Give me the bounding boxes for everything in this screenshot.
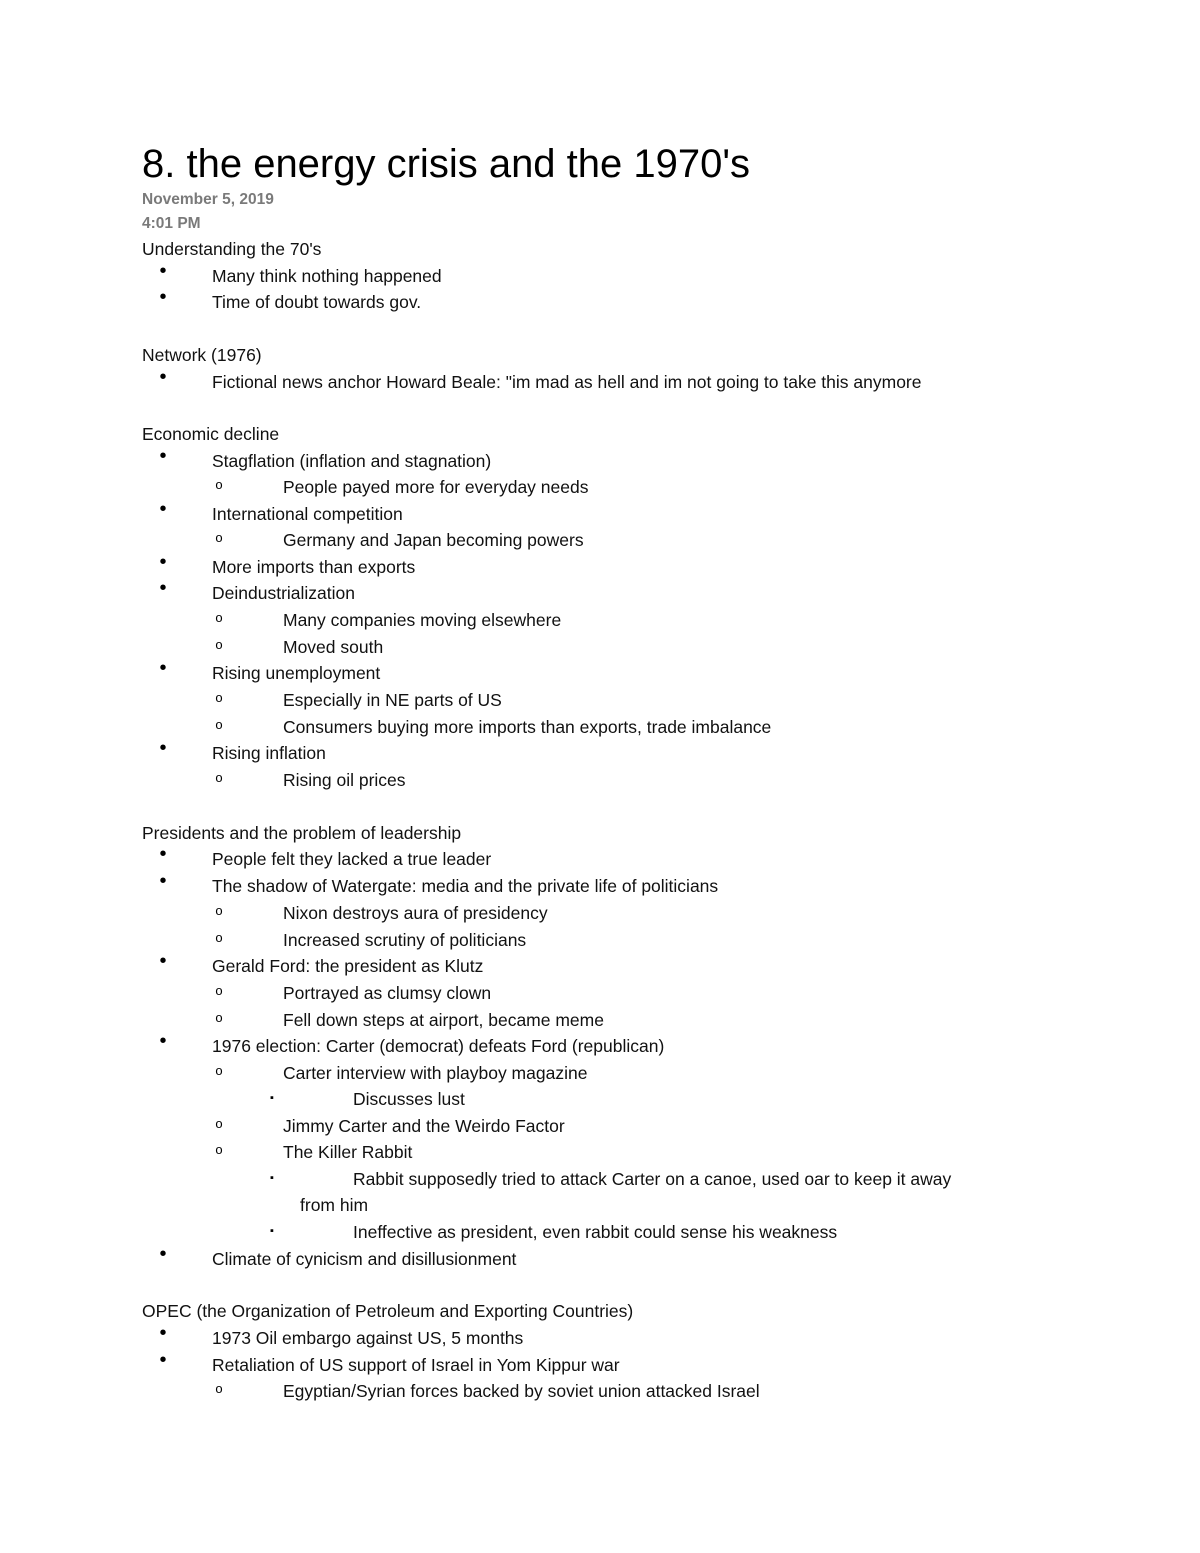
bullet-circle-icon: o: [215, 1116, 223, 1131]
list-item: More imports than exports: [212, 557, 416, 577]
list-item: Stagflation (inflation and stagnation): [212, 451, 492, 471]
bullet-circle-icon: o: [215, 610, 223, 625]
list-item: Deindustrialization: [212, 583, 355, 603]
list-item: Germany and Japan becoming powers: [283, 530, 584, 550]
bullet-dot-icon: •: [159, 657, 167, 679]
bullet-circle-icon: o: [215, 477, 223, 492]
list-item: 1976 election: Carter (democrat) defeats Ford (republican): [212, 1036, 665, 1056]
list-item: People felt they lacked a true leader: [212, 849, 492, 869]
list-item: Many companies moving elsewhere: [283, 610, 562, 630]
bullet-dot-icon: •: [159, 286, 167, 308]
section-heading: Network (1976): [142, 345, 262, 365]
bullet-dot-icon: •: [159, 366, 167, 388]
bullet-square-icon: ▪: [270, 1092, 274, 1104]
list-item: 1973 Oil embargo against US, 5 months: [212, 1328, 524, 1348]
bullet-circle-icon: o: [215, 903, 223, 918]
list-item: Portrayed as clumsy clown: [283, 983, 492, 1003]
bullet-circle-icon: o: [215, 1063, 223, 1078]
list-item: The Killer Rabbit: [283, 1142, 413, 1162]
bullet-dot-icon: •: [159, 870, 167, 892]
bullet-dot-icon: •: [159, 1349, 167, 1371]
list-item: Nixon destroys aura of presidency: [283, 903, 548, 923]
bullet-dot-icon: •: [159, 445, 167, 467]
list-item: People payed more for everyday needs: [283, 477, 589, 497]
list-item: Rising oil prices: [283, 770, 406, 790]
list-item: Egyptian/Syrian forces backed by soviet union attacked Israel: [283, 1381, 760, 1401]
list-item: Especially in NE parts of US: [283, 690, 502, 710]
list-item: Fictional news anchor Howard Beale: "im mad as hell and im not going to take this anymore: [212, 372, 922, 392]
bullet-circle-icon: o: [215, 1142, 223, 1157]
list-item: Increased scrutiny of politicians: [283, 930, 527, 950]
list-item: Rising inflation: [212, 743, 326, 763]
list-item: Rabbit supposedly tried to attack Carter on a canoe, used oar to keep it away: [353, 1169, 952, 1189]
section-heading: OPEC (the Organization of Petroleum and Exporting Countries): [142, 1301, 634, 1321]
list-item: Consumers buying more imports than exports, trade imbalance: [283, 717, 772, 737]
list-item: Time of doubt towards gov.: [212, 292, 422, 312]
bullet-dot-icon: •: [159, 551, 167, 573]
bullet-circle-icon: o: [215, 1010, 223, 1025]
section-heading: Presidents and the problem of leadership: [142, 823, 462, 843]
list-item: from him: [300, 1195, 369, 1215]
list-item: Gerald Ford: the president as Klutz: [212, 956, 484, 976]
list-item: International competition: [212, 504, 403, 524]
list-item: Ineffective as president, even rabbit could sense his weakness: [353, 1222, 838, 1242]
bullet-dot-icon: •: [159, 843, 167, 865]
bullet-square-icon: ▪: [270, 1225, 274, 1237]
list-item: Climate of cynicism and disillusionment: [212, 1249, 517, 1269]
bullet-circle-icon: o: [215, 717, 223, 732]
bullet-circle-icon: o: [215, 637, 223, 652]
bullet-circle-icon: o: [215, 930, 223, 945]
list-item: Retaliation of US support of Israel in Yom Kippur war: [212, 1355, 620, 1375]
list-item: Carter interview with playboy magazine: [283, 1063, 588, 1083]
page-title: 8. the energy crisis and the 1970's: [142, 142, 751, 186]
section-heading: Understanding the 70's: [142, 239, 322, 259]
bullet-dot-icon: •: [159, 577, 167, 599]
bullet-circle-icon: o: [215, 983, 223, 998]
bullet-circle-icon: o: [215, 530, 223, 545]
list-item: Rising unemployment: [212, 663, 381, 683]
section-heading: Economic decline: [142, 424, 280, 444]
bullet-dot-icon: •: [159, 260, 167, 282]
note-time: 4:01 PM: [142, 215, 201, 232]
bullet-dot-icon: •: [159, 498, 167, 520]
bullet-dot-icon: •: [159, 1322, 167, 1344]
bullet-square-icon: ▪: [270, 1172, 274, 1184]
bullet-dot-icon: •: [159, 950, 167, 972]
list-item: Moved south: [283, 637, 384, 657]
list-item: The shadow of Watergate: media and the private life of politicians: [212, 876, 719, 896]
bullet-circle-icon: o: [215, 1381, 223, 1396]
note-date: November 5, 2019: [142, 191, 274, 208]
bullet-circle-icon: o: [215, 690, 223, 705]
bullet-dot-icon: •: [159, 737, 167, 759]
list-item: Discusses lust: [353, 1089, 465, 1109]
list-item: Jimmy Carter and the Weirdo Factor: [283, 1116, 565, 1136]
list-item: Fell down steps at airport, became meme: [283, 1010, 604, 1030]
list-item: Many think nothing happened: [212, 266, 442, 286]
bullet-dot-icon: •: [159, 1030, 167, 1052]
bullet-dot-icon: •: [159, 1243, 167, 1265]
bullet-circle-icon: o: [215, 770, 223, 785]
